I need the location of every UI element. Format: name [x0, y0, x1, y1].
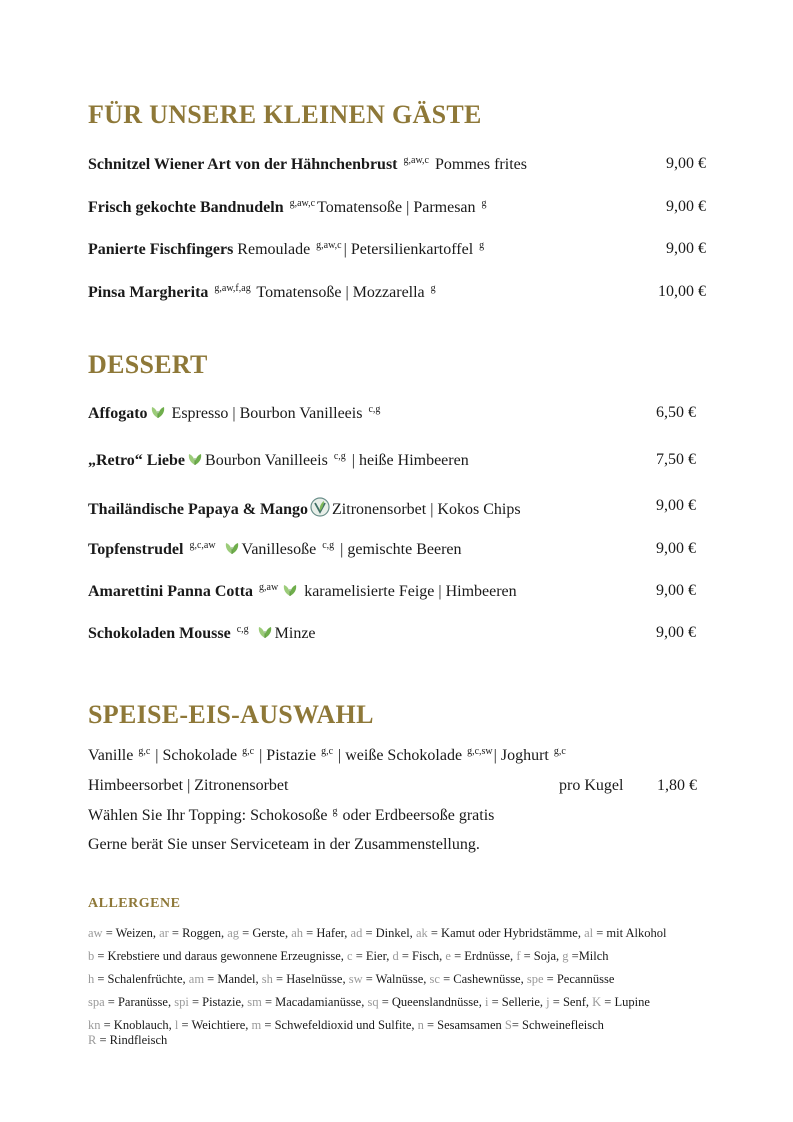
flavor: | Joghurt — [493, 747, 549, 764]
allergen-codes: g,c,aw — [189, 540, 216, 551]
price-unit: pro Kugel — [559, 777, 624, 794]
allergen-code: g — [562, 949, 569, 963]
vegetarian-leaf-icon — [282, 583, 298, 597]
item-name: Topfenstrudel — [88, 541, 184, 558]
allergen-description: = mit Alkohol — [593, 926, 667, 940]
item-description: Pommes frites — [434, 156, 527, 173]
item-name: Amarettini Panna Cotta — [88, 583, 254, 600]
item-description: Vanillesoße — [241, 541, 317, 558]
service-note: Gerne berät Sie unser Serviceteam in der Zusammenstellung. — [88, 836, 480, 853]
item-name: Panierte Fischfingers — [88, 241, 234, 258]
item-price: 9,00 € — [666, 240, 706, 257]
item-description: Bourbon Vanilleeis — [205, 452, 328, 469]
allergen-code: b — [88, 949, 95, 963]
allergen-description: = Soja, — [520, 949, 563, 963]
item-price: 9,00 € — [656, 624, 696, 641]
allergens-heading: ALLERGENE — [88, 896, 181, 911]
item-name: Affogato — [88, 405, 148, 422]
item-description: Zitronensorbet | Kokos Chips — [332, 501, 521, 518]
allergen-description: = Schwefeldioxid und Sulfite, — [261, 1018, 418, 1032]
allergen-code: sh — [261, 972, 273, 986]
item-price: 7,50 € — [656, 451, 696, 468]
ice-flavors-line — [88, 746, 567, 765]
allergen-legend-line — [88, 1018, 604, 1033]
item-name: „Retro“ Liebe — [88, 452, 186, 469]
allergen-code: am — [188, 972, 205, 986]
allergen-description: = Eier, — [352, 949, 393, 963]
item-description: | gemischte Beeren — [340, 541, 462, 558]
allergen-code: ad — [350, 926, 363, 940]
section-heading-kids: FÜR UNSERE KLEINEN GÄSTE — [88, 100, 482, 129]
allergen-code: spe — [526, 972, 544, 986]
allergen-description: = Queenslandnüsse, — [378, 995, 485, 1009]
allergen-legend-line — [88, 926, 667, 941]
menu-item — [88, 198, 489, 217]
allergen-codes: g,aw,f,ag — [214, 283, 251, 294]
allergen-description: = Pistazie, — [188, 995, 248, 1009]
allergen-description: = Kamut oder Hybridstämme, — [427, 926, 585, 940]
allergen-legend-line — [88, 972, 614, 987]
allergen-code: kn — [88, 1018, 101, 1032]
item-price: 9,00 € — [656, 540, 696, 557]
allergen-description: = Schweinefleisch — [511, 1018, 604, 1032]
allergen-legend-line — [88, 949, 609, 964]
allergen-code: ak — [415, 926, 428, 940]
vegetarian-leaf-icon — [257, 625, 273, 639]
allergen-code: l — [174, 1018, 179, 1032]
allergen-description: = Sesamsamen — [423, 1018, 505, 1032]
allergen-code: spi — [174, 995, 189, 1009]
allergen-codes: g,c — [138, 746, 151, 757]
allergen-description: = Pecannüsse — [543, 972, 615, 986]
allergen-code: sm — [247, 995, 262, 1009]
allergen-code: h — [88, 972, 95, 986]
item-description: Espresso | Bourbon Vanilleeis — [171, 405, 363, 422]
allergen-code: j — [546, 995, 550, 1009]
allergen-code: sc — [429, 972, 440, 986]
item-description: | heiße Himbeeren — [351, 452, 469, 469]
allergen-codes: g — [479, 240, 485, 251]
allergen-legend-line — [88, 995, 650, 1010]
allergen-code: i — [484, 995, 489, 1009]
allergen-code: e — [445, 949, 451, 963]
allergen-description: = Sellerie, — [488, 995, 547, 1009]
allergen-codes: g,c — [553, 746, 566, 757]
allergen-code: sw — [348, 972, 363, 986]
allergen-description: = Hafer, — [303, 926, 351, 940]
menu-item — [88, 451, 469, 470]
item-name: Schnitzel Wiener Art von der Hähnchenbrust — [88, 156, 398, 173]
allergen-code: aw — [88, 926, 103, 940]
allergen-codes: g,c — [321, 746, 334, 757]
item-price: 9,00 € — [666, 198, 706, 215]
item-price: 10,00 € — [658, 283, 706, 300]
allergen-code: R — [88, 1033, 97, 1047]
allergen-code: m — [251, 1018, 262, 1032]
topping-text: oder Erdbeersoße gratis — [342, 807, 495, 824]
allergen-codes: g,aw,c — [403, 155, 429, 166]
item-description: Remoulade — [237, 241, 311, 258]
vegan-badge-icon — [310, 497, 330, 517]
item-price: 9,00 € — [666, 155, 706, 172]
allergen-description: = Roggen, — [168, 926, 228, 940]
allergen-description: = Fisch, — [398, 949, 446, 963]
menu-item — [88, 283, 438, 302]
item-price: 9,00 € — [656, 497, 696, 514]
allergen-description: = Erdnüsse, — [450, 949, 517, 963]
allergen-code: sq — [367, 995, 379, 1009]
item-price: 9,00 € — [656, 582, 696, 599]
allergen-code: f — [516, 949, 521, 963]
allergen-codes: g,aw,c — [316, 240, 342, 251]
allergen-legend-line — [88, 1033, 167, 1048]
vegetarian-leaf-icon — [150, 405, 166, 419]
allergen-codes: g — [332, 806, 338, 817]
allergen-description: = Cashewnüsse, — [439, 972, 527, 986]
item-description: Tomatensoße | Mozzarella — [256, 284, 425, 301]
menu-item — [88, 497, 521, 519]
item-name: Thailändische Papaya & Mango — [88, 501, 309, 518]
section-heading-dessert: DESSERT — [88, 350, 208, 379]
allergen-codes: c,g — [368, 404, 381, 415]
ice-sorbets-line: Himbeersorbet | Zitronensorbet — [88, 777, 289, 794]
allergen-code: ar — [159, 926, 169, 940]
section-heading-ice-cream: SPEISE-EIS-AUSWAHL — [88, 700, 374, 729]
topping-line — [88, 806, 494, 825]
menu-item — [88, 240, 486, 259]
allergen-description: = Haselnüsse, — [272, 972, 349, 986]
flavor: Vanille — [88, 747, 134, 764]
menu-item — [88, 155, 527, 174]
menu-item — [88, 540, 462, 559]
allergen-description: = Knoblauch, — [100, 1018, 175, 1032]
item-price: 6,50 € — [656, 404, 696, 421]
allergen-code: S — [504, 1018, 512, 1032]
vegetarian-leaf-icon — [224, 541, 240, 555]
allergen-codes: g,c — [242, 746, 255, 757]
allergen-codes: c,g — [322, 540, 335, 551]
allergen-description: = Macadamianüsse, — [261, 995, 368, 1009]
allergen-codes: c,g — [333, 451, 346, 462]
allergen-description: = Weizen, — [102, 926, 160, 940]
allergen-description: = Walnüsse, — [362, 972, 430, 986]
allergen-code: al — [584, 926, 594, 940]
item-description: | Petersilienkartoffel — [343, 241, 474, 258]
menu-item — [88, 404, 382, 423]
allergen-code: spa — [88, 995, 105, 1009]
item-price: 1,80 € — [657, 777, 697, 794]
item-description: Tomatensoße | Parmesan — [317, 199, 476, 216]
allergen-description: = Senf, — [549, 995, 593, 1009]
allergen-codes: g,aw,c — [289, 198, 316, 209]
allergen-codes: g — [430, 283, 436, 294]
flavor: | weiße Schokolade — [338, 747, 463, 764]
allergen-code: c — [347, 949, 353, 963]
menu-item — [88, 624, 316, 643]
allergen-description: = Lupine — [601, 995, 650, 1009]
allergen-codes: g,aw — [259, 582, 279, 593]
item-name: Schokoladen Mousse — [88, 625, 231, 642]
allergen-description: =Milch — [568, 949, 609, 963]
vegetarian-leaf-icon — [187, 452, 203, 466]
menu-item — [88, 582, 517, 601]
allergen-description: = Dinkel, — [362, 926, 416, 940]
flavor: | Schokolade — [155, 747, 238, 764]
topping-text: Wählen Sie Ihr Topping: Schokosoße — [88, 807, 328, 824]
allergen-description: = Paranüsse, — [104, 995, 175, 1009]
allergen-code: ag — [227, 926, 240, 940]
allergen-codes: g,c,sw — [467, 746, 493, 757]
allergen-code: d — [392, 949, 399, 963]
flavor: | Pistazie — [259, 747, 317, 764]
allergen-description: = Weichtiere, — [178, 1018, 252, 1032]
item-name: Pinsa Margherita — [88, 284, 209, 301]
item-name: Frisch gekochte Bandnudeln — [88, 199, 284, 216]
allergen-code: n — [417, 1018, 424, 1032]
item-description: Minze — [274, 625, 316, 642]
allergen-code: ah — [291, 926, 304, 940]
allergen-code: K — [592, 995, 602, 1009]
allergen-description: = Mandel, — [204, 972, 262, 986]
item-description: karamelisierte Feige | Himbeeren — [304, 583, 517, 600]
allergen-description: = Krebstiere und daraus gewonnene Erzeugnisse, — [94, 949, 348, 963]
allergen-description: = Gerste, — [239, 926, 292, 940]
allergen-description: = Schalenfrüchte, — [94, 972, 189, 986]
allergen-codes: c,g — [236, 624, 249, 635]
allergen-codes: g — [481, 198, 487, 209]
allergen-description: = Rindfleisch — [96, 1033, 168, 1047]
